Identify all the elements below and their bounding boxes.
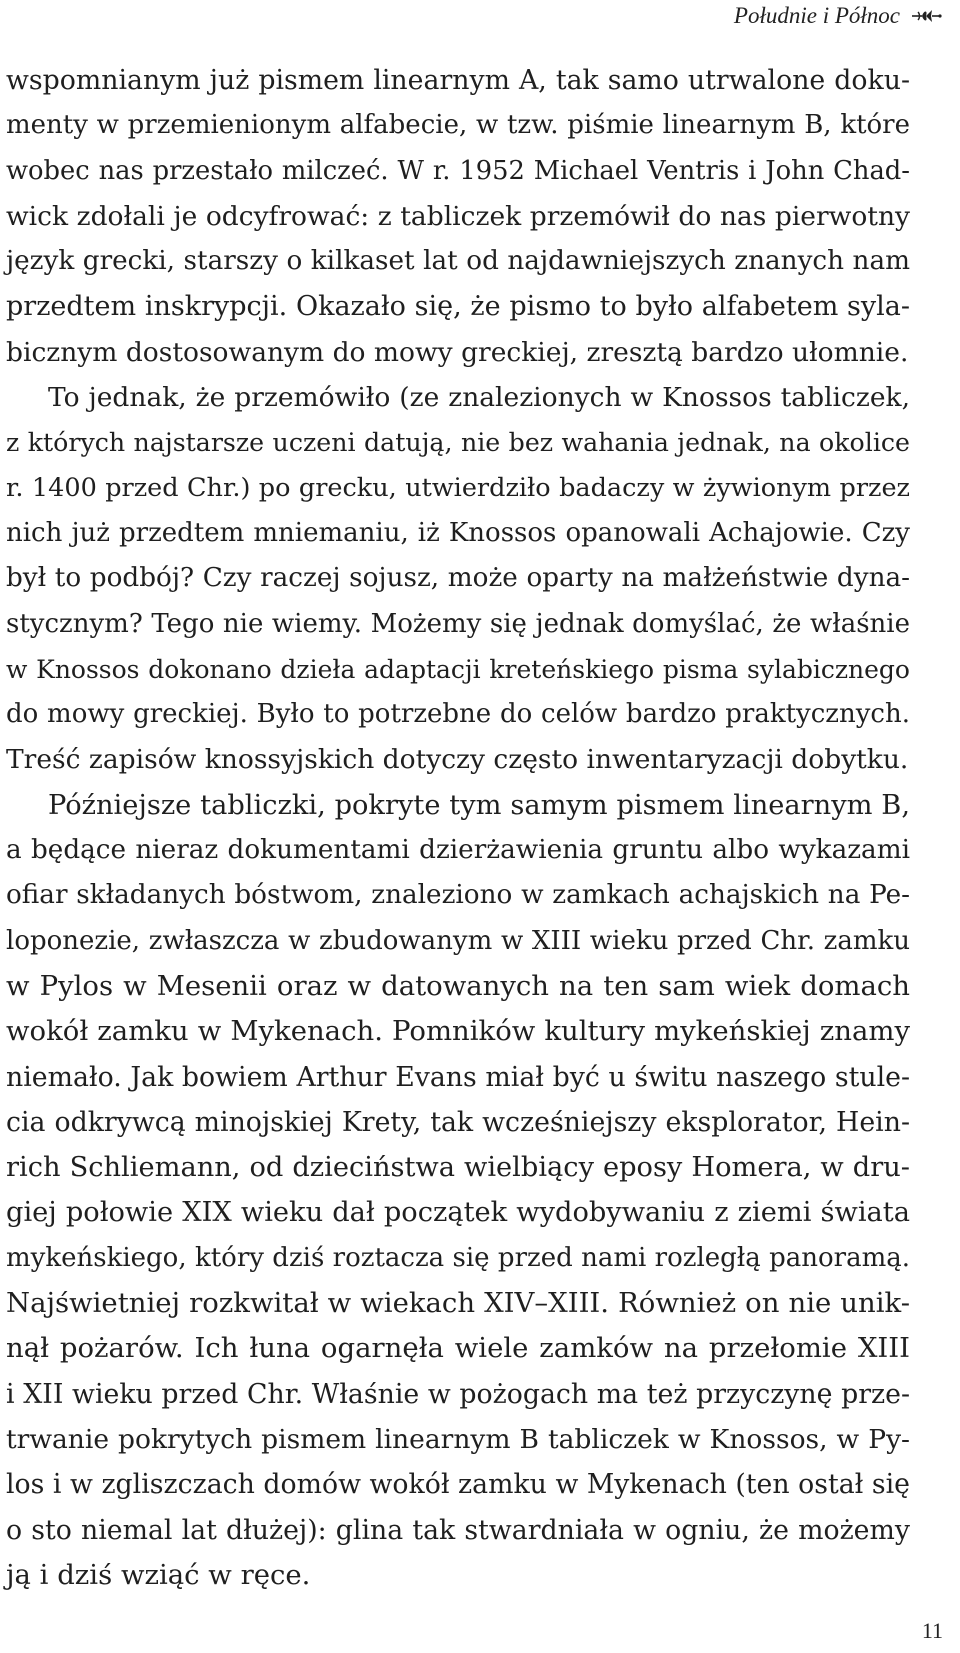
running-head (734, 3, 942, 29)
paragraph (6, 375, 910, 783)
text-line: a będące nieraz dokumentami dzierżawienia gruntu albo wykazami (6, 835, 910, 866)
text-line: bicznym dostosowanym do mowy greckiej, zresztą bardzo ułomnie. (6, 336, 909, 368)
text-line: wokół zamku w Mykenach. Pomników kultury mykeńskiej znamy (6, 1015, 910, 1048)
text-line: do mowy greckiej. Było to potrzebne do celów bardzo praktycznych. (6, 699, 910, 730)
text-line: o sto niemal lat dłużej): glina tak stwardniała w ogniu, że możemy (6, 1514, 910, 1546)
text-line: cia odkrywcą minojskiej Krety, tak wcześniejszy eksplorator, Hein- (6, 1106, 910, 1138)
paragraph (6, 58, 910, 375)
text-line: giej połowie XIX wieku dał początek wydobywaniu z ziemi świata (6, 1197, 910, 1229)
text-line: Treść zapisów knossyjskich dotyczy często inwentaryzacji dobytku. (6, 744, 909, 776)
text-line: ją i dziś wziąć w ręce. (6, 1558, 311, 1591)
text-line: wobec nas przestało milczeć. W r. 1952 Michael Ventris i John Chad- (6, 155, 910, 186)
text-line: niemało. Jak bowiem Arthur Evans miał być u świtu naszego stule- (6, 1061, 910, 1093)
text-line: r. 1400 przed Chr.) po grecku, utwierdziło badaczy w żywionym przez (6, 472, 910, 503)
text-line: i XII wieku przed Chr. Właśnie w pożogach ma też przyczynę prze- (6, 1378, 910, 1410)
text-line: nich już przedtem mniemaniu, iż Knossos opanowali Achajowie. Czy (6, 517, 910, 548)
text-line: mykeńskiego, który dziś roztacza się przed nami rozległą panoramą. (6, 1242, 910, 1273)
fleuron-ornament-icon (910, 6, 942, 26)
text-line: w Knossos dokonano dzieła adaptacji kreteńskiego pisma sylabicznego (6, 654, 910, 684)
text-line: wick zdołali je odcyfrować: z tabliczek przemówił do nas pierwotny (6, 200, 910, 232)
paragraph (6, 783, 910, 1598)
text-line: wspomnianym już pismem linearnym A, tak samo utrwalone doku- (6, 65, 910, 96)
text-line: z których najstarsze uczeni datują, nie bez wahania jednak, na okolice (6, 428, 910, 458)
text-line: los i w zgliszczach domów wokół zamku w Mykenach (ten ostał się (6, 1469, 910, 1501)
text-line: Najświetniej rozkwitał w wiekach XIV–XIII. Również on nie unik- (6, 1287, 910, 1320)
text-line: był to podbój? Czy raczej sojusz, może oparty na małżeństwie dyna- (6, 563, 910, 594)
text-line: stycznym? Tego nie wiemy. Możemy się jednak domyślać, że właśnie (6, 608, 910, 639)
text-line: menty w przemienionym alfabecie, w tzw. piśmie linearnym B, które (6, 110, 910, 141)
running-head-title: Południe i Północ (733, 3, 900, 28)
text-line: To jednak, że przemówiło (ze znalezionych w Knossos tabliczek, (48, 382, 910, 414)
text-line: Późniejsze tabliczki, pokryte tym samym pismem linearnym B, (48, 789, 910, 821)
text-line: trwanie pokrytych pismem linearnym B tabliczek w Knossos, w Py- (6, 1423, 910, 1455)
body-text (6, 58, 910, 1598)
text-line: w Pylos w Mesenii oraz w datowanych na ten sam wiek domach (6, 969, 910, 1002)
page-number: 11 (921, 1618, 943, 1643)
text-line: loponezie, zwłaszcza w zbudowanym w XIII wieku przed Chr. zamku (6, 925, 910, 956)
text-line: ofiar składanych bóstwom, znaleziono w zamkach achajskich na Pe- (6, 880, 910, 911)
text-line: język grecki, starszy o kilkaset lat od najdawniejszych znanych nam (6, 246, 910, 277)
text-line: przedtem inskrypcji. Okazało się, że pismo to było alfabetem syla- (6, 291, 910, 323)
text-line: nął pożarów. Ich łuna ogarnęła wiele zamków na przełomie XIII (6, 1332, 910, 1365)
text-line: rich Schliemann, od dzieciństwa wielbiący eposy Homera, w dru- (6, 1152, 910, 1184)
